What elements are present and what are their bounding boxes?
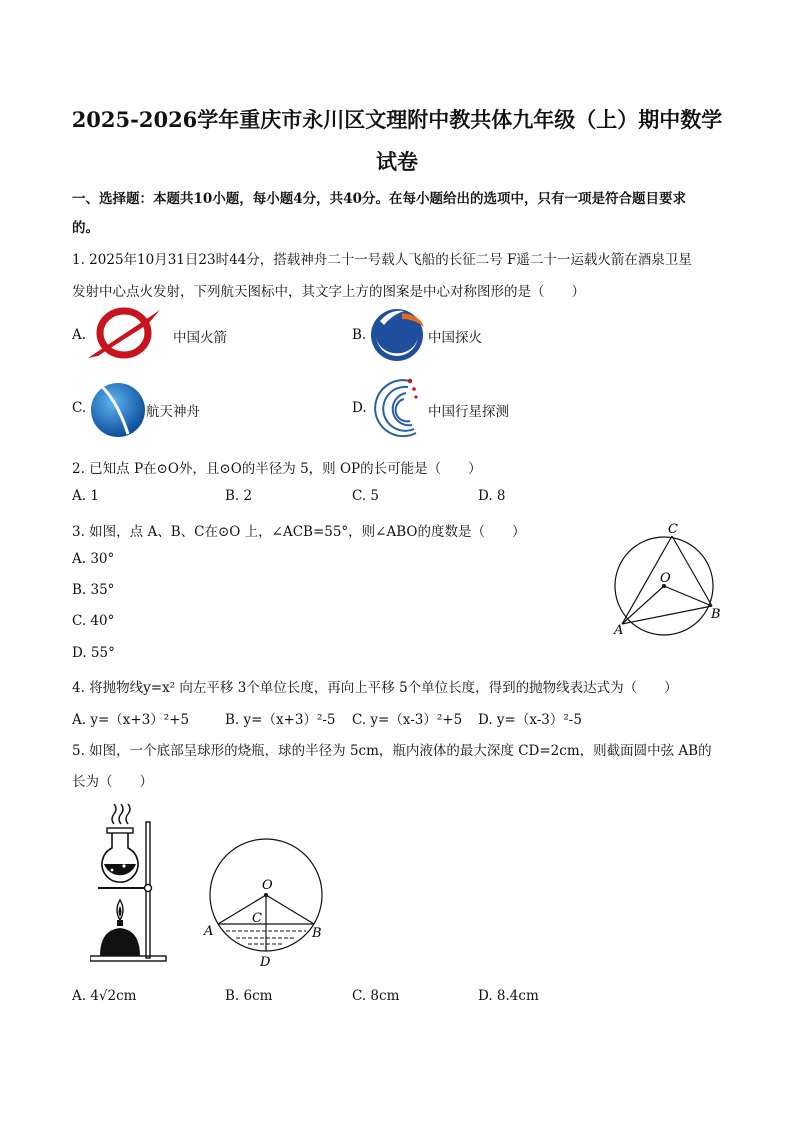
page-title: 2025-2026学年重庆市永川区文理附中教共体九年级（上）期中数学 bbox=[71, 107, 723, 132]
q3-option-c[interactable]: C. 40° bbox=[72, 613, 115, 629]
q3-option-d[interactable]: D. 55° bbox=[72, 645, 115, 661]
q5-option-c[interactable]: C. 8cm bbox=[352, 988, 400, 1004]
q1-option-b-letter[interactable]: B. bbox=[352, 327, 367, 343]
q5-option-b[interactable]: B. 6cm bbox=[225, 988, 273, 1004]
q1-option-c-label: 航天神舟 bbox=[146, 404, 200, 420]
q3-circle-figure bbox=[605, 518, 725, 640]
shenzhou-logo-icon bbox=[88, 376, 148, 438]
q5-label-c: C bbox=[252, 911, 262, 926]
q2-option-b[interactable]: B. 2 bbox=[225, 488, 253, 504]
q2-option-d[interactable]: D. 8 bbox=[478, 488, 506, 504]
q5-label-b: B bbox=[312, 926, 322, 941]
q2-option-c[interactable]: C. 5 bbox=[352, 488, 380, 504]
question-5-text: 5. 如图，一个底部呈球形的烧瓶，球的半径为 5cm，瓶内液体的最大深度 CD=2cm，则截面圆中弦 AB的 bbox=[72, 743, 712, 759]
q5-circle-figure bbox=[198, 838, 334, 970]
planetary-exploration-logo-icon bbox=[366, 375, 422, 439]
q1-option-c-letter[interactable]: C. bbox=[72, 400, 87, 416]
question-3-text: 3. 如图，点 A、B、C在⊙O 上，∠ACB=55°，则∠ABO的度数是（ ） bbox=[72, 524, 526, 540]
q1-option-a-letter[interactable]: A. bbox=[72, 327, 87, 343]
section-header-line2: 的。 bbox=[72, 220, 99, 236]
q1-option-d-letter[interactable]: D. bbox=[352, 400, 367, 416]
q4-option-c[interactable]: C. y=（x-3）²+5 bbox=[352, 712, 463, 728]
q5-label-o: O bbox=[262, 878, 273, 893]
question-2-text: 2. 已知点 P在⊙O外，且⊙O的半径为 5，则 OP的长可能是（ ） bbox=[72, 461, 482, 477]
q5-option-d[interactable]: D. 8.4cm bbox=[478, 988, 539, 1004]
q2-option-a[interactable]: A. 1 bbox=[72, 488, 99, 504]
page-title-line2: 试卷 bbox=[376, 149, 418, 174]
q3-option-a[interactable]: A. 30° bbox=[72, 551, 115, 567]
question-1-text: 1. 2025年10月31日23时44分，搭载神舟二十一号载人飞船的长征二号 F遥二十一运载火箭在酒泉卫星 bbox=[72, 252, 692, 268]
q4-option-d[interactable]: D. y=（x-3）²-5 bbox=[478, 712, 582, 728]
q3-label-a: A bbox=[614, 623, 624, 638]
q3-label-c: C bbox=[668, 522, 678, 537]
q3-label-o: O bbox=[660, 571, 671, 586]
q3-label-b: B bbox=[711, 607, 721, 622]
mars-exploration-logo-icon bbox=[368, 305, 426, 363]
q3-option-b[interactable]: B. 35° bbox=[72, 582, 115, 598]
flask-apparatus-icon bbox=[90, 802, 170, 968]
question-4-text: 4. 将抛物线y=x² 向左平移 3个单位长度，再向上平移 5个单位长度，得到的抛物线表达式为（ ） bbox=[72, 680, 678, 696]
q5-option-a[interactable]: A. 4√2cm bbox=[72, 988, 137, 1004]
q4-option-b[interactable]: B. y=（x+3）²-5 bbox=[225, 712, 336, 728]
section-header: 一、选择题：本题共10小题，每小题4分，共40分。在每小题给出的选项中，只有一项是符合题目要求 bbox=[72, 191, 686, 207]
q5-label-d: D bbox=[260, 955, 271, 970]
question-1-text-line2: 发射中心点火发射，下列航天图标中，其文字上方的图案是中心对称图形的是（ ） bbox=[72, 284, 585, 300]
question-5-text-line2: 长为（ ） bbox=[72, 774, 153, 790]
q1-option-b-label: 中国探火 bbox=[428, 330, 482, 346]
q5-label-a: A bbox=[204, 924, 214, 939]
q4-option-a[interactable]: A. y=（x+3）²+5 bbox=[72, 712, 190, 728]
china-rocket-logo-icon bbox=[88, 306, 160, 360]
q1-option-d-label: 中国行星探测 bbox=[428, 404, 509, 420]
q1-option-a-label: 中国火箭 bbox=[173, 330, 227, 346]
